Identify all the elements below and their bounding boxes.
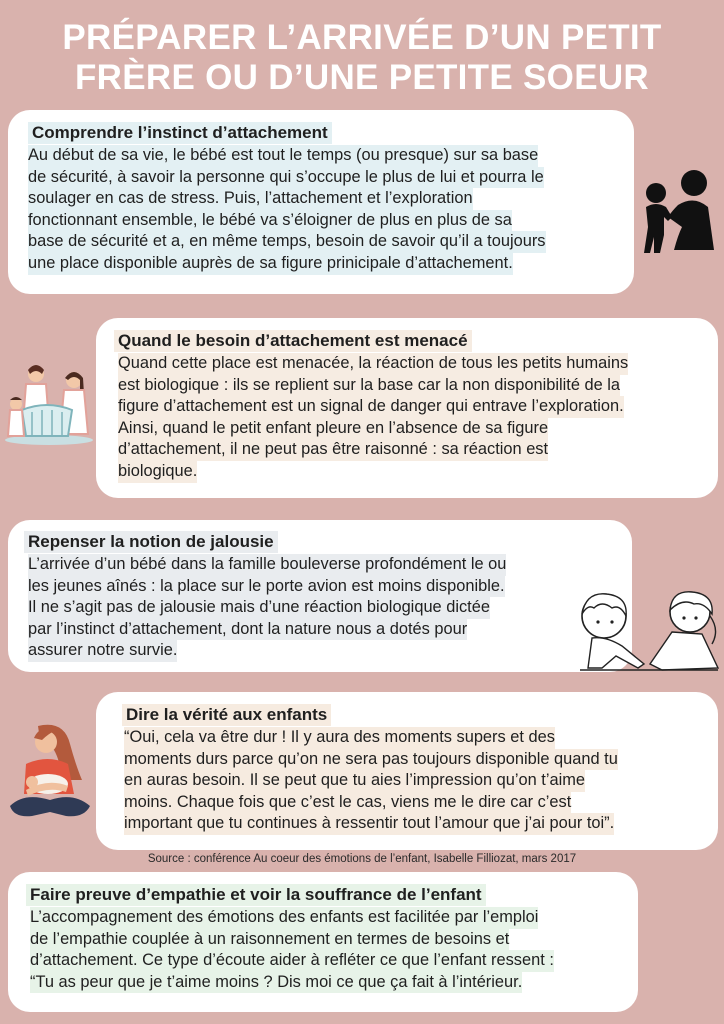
body-line: “Tu as peur que je t’aime moins ? Dis moi ce que ça fait à l’intérieur. <box>30 972 522 994</box>
section-heading: Quand le besoin d’attachement est menacé <box>114 330 472 352</box>
body-line: Il ne s’agit pas de jalousie mais d’une réaction biologique dictée <box>28 597 490 619</box>
body-line: L’arrivée d’un bébé dans la famille bouleverse profondément le ou <box>28 554 506 576</box>
family-with-baby-crib-icon <box>2 360 96 446</box>
section-heading: Repenser la notion de jalousie <box>24 531 278 553</box>
section-body <box>28 145 546 275</box>
body-line: est biologique : ils se replient sur la base car la non disponibilité de la <box>118 375 620 397</box>
body-line: “Oui, cela va être dur ! Il y aura des moments supers et des <box>124 727 555 749</box>
body-line: d’attachement. Ce type d’écoute aider à refléter ce que l’enfant ressent : <box>30 950 554 972</box>
body-line: assurer notre survie. <box>28 640 177 662</box>
body-line: important que tu continues à ressentir tout l’amour que j’ai pour toi”. <box>124 813 614 835</box>
body-line: les jeunes aînés : la place sur le porte avion est moins disponible. <box>28 576 505 598</box>
body-line: moments durs parce qu’on ne sera pas toujours disponible quand tu <box>124 749 618 771</box>
section-heading: Comprendre l’instinct d’attachement <box>28 122 332 144</box>
body-line: figure d’attachement est un signal de danger qui entrave l’exploration. <box>118 396 624 418</box>
mother-holding-baby-icon <box>4 720 94 824</box>
source-citation: Source : conférence Au coeur des émotions de l’enfant, Isabelle Filliozat, mars 2017 <box>147 853 577 865</box>
page-title <box>0 18 724 98</box>
body-line: base de sécurité et a, en même temps, besoin de savoir qu’il a toujours <box>28 231 546 253</box>
section-heading: Dire la vérité aux enfants <box>122 704 331 726</box>
title-line-1: PRÉPARER L’ARRIVÉE D’UN PETIT <box>62 18 662 57</box>
section-body <box>30 907 554 993</box>
body-line: moins. Chaque fois que c’est le cas, viens me le dire car c’est <box>124 792 571 814</box>
body-line: biologique. <box>118 461 197 483</box>
body-line: en auras besoin. Il se peut que tu aies l’impression qu’on t’aime <box>124 770 585 792</box>
section-body <box>28 554 506 662</box>
body-line: de l’empathie couplée à un raisonnement en termes de besoins et <box>30 929 509 951</box>
parent-child-silhouette-icon <box>638 165 718 255</box>
body-line: Au début de sa vie, le bébé est tout le temps (ou presque) sur sa base <box>28 145 538 167</box>
body-line: L’accompagnement des émotions des enfants est facilitée par l’emploi <box>30 907 538 929</box>
section-body <box>124 727 618 835</box>
body-line: fonctionnant ensemble, le bébé va s’éloigner de plus en plus de sa <box>28 210 512 232</box>
body-line: de sécurité, à savoir la personne qui s’occupe le plus de lui et pourra le <box>28 167 544 189</box>
title-line-2: FRÈRE OU D’UNE PETITE SOEUR <box>75 58 649 97</box>
body-line: Ainsi, quand le petit enfant pleure en l’absence de sa figure <box>118 418 548 440</box>
body-line: par l’instinct d’attachement, dont la nature nous a dotés pour <box>28 619 467 641</box>
body-line: Quand cette place est menacée, la réaction de tous les petits humains <box>118 353 628 375</box>
body-line: une place disponible auprès de sa figure prinicipale d’attachement. <box>28 253 513 275</box>
two-children-lying-icon <box>572 590 722 676</box>
section-body <box>118 353 628 483</box>
section-heading: Faire preuve d’empathie et voir la souffrance de l’enfant <box>26 884 486 906</box>
body-line: soulager en cas de stress. Puis, l’attachement et l’exploration <box>28 188 473 210</box>
body-line: d’attachement, il ne peut pas être raisonné : sa réaction est <box>118 439 548 461</box>
